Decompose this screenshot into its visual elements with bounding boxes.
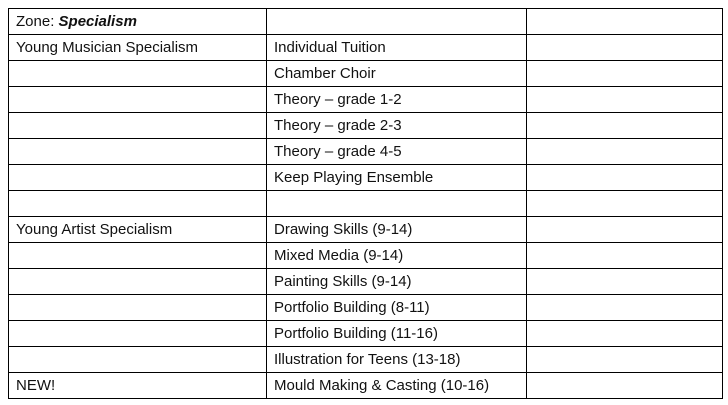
specialism-table bbox=[8, 8, 723, 399]
course-cell bbox=[267, 191, 527, 217]
table-row bbox=[9, 321, 723, 347]
table-row bbox=[9, 347, 723, 373]
course-cell: Illustration for Teens (13-18) bbox=[267, 347, 527, 373]
table-row bbox=[9, 295, 723, 321]
table-row bbox=[9, 217, 723, 243]
table-body bbox=[9, 9, 723, 399]
table-row bbox=[9, 191, 723, 217]
notes-cell bbox=[527, 139, 723, 165]
course-cell: Mould Making & Casting (10-16) bbox=[267, 373, 527, 399]
notes-cell bbox=[527, 113, 723, 139]
specialism-cell: Young Artist Specialism bbox=[9, 217, 267, 243]
specialism-cell bbox=[9, 113, 267, 139]
notes-cell bbox=[527, 295, 723, 321]
table-row bbox=[9, 165, 723, 191]
table-row bbox=[9, 139, 723, 165]
course-cell: Mixed Media (9-14) bbox=[267, 243, 527, 269]
header-cell-2 bbox=[267, 9, 527, 35]
notes-cell bbox=[527, 165, 723, 191]
notes-cell bbox=[527, 61, 723, 87]
course-cell: Theory – grade 1-2 bbox=[267, 87, 527, 113]
specialism-cell bbox=[9, 87, 267, 113]
table-row bbox=[9, 61, 723, 87]
notes-cell bbox=[527, 269, 723, 295]
specialism-cell bbox=[9, 61, 267, 87]
course-cell: Keep Playing Ensemble bbox=[267, 165, 527, 191]
specialism-cell: NEW! bbox=[9, 373, 267, 399]
course-cell: Theory – grade 4-5 bbox=[267, 139, 527, 165]
specialism-cell bbox=[9, 295, 267, 321]
course-cell: Portfolio Building (11-16) bbox=[267, 321, 527, 347]
notes-cell bbox=[527, 321, 723, 347]
specialism-cell bbox=[9, 269, 267, 295]
table-row bbox=[9, 113, 723, 139]
course-cell: Painting Skills (9-14) bbox=[267, 269, 527, 295]
table-row bbox=[9, 87, 723, 113]
notes-cell bbox=[527, 35, 723, 61]
notes-cell bbox=[527, 243, 723, 269]
zone-cell bbox=[9, 9, 267, 35]
notes-cell bbox=[527, 347, 723, 373]
zone-header-row bbox=[9, 9, 723, 35]
header-cell-3 bbox=[527, 9, 723, 35]
notes-cell bbox=[527, 87, 723, 113]
specialism-cell: Young Musician Specialism bbox=[9, 35, 267, 61]
specialism-cell bbox=[9, 139, 267, 165]
notes-cell bbox=[527, 217, 723, 243]
table-row bbox=[9, 269, 723, 295]
zone-value: Specialism bbox=[58, 13, 137, 30]
notes-cell bbox=[527, 191, 723, 217]
specialism-cell bbox=[9, 347, 267, 373]
notes-cell bbox=[527, 373, 723, 399]
table-row bbox=[9, 35, 723, 61]
table-row bbox=[9, 243, 723, 269]
course-cell: Theory – grade 2-3 bbox=[267, 113, 527, 139]
specialism-cell bbox=[9, 321, 267, 347]
specialism-cell bbox=[9, 243, 267, 269]
course-cell: Chamber Choir bbox=[267, 61, 527, 87]
course-cell: Individual Tuition bbox=[267, 35, 527, 61]
course-cell: Portfolio Building (8-11) bbox=[267, 295, 527, 321]
specialism-cell bbox=[9, 191, 267, 217]
specialism-cell bbox=[9, 165, 267, 191]
zone-label: Zone: bbox=[16, 13, 55, 30]
table-row bbox=[9, 373, 723, 399]
course-cell: Drawing Skills (9-14) bbox=[267, 217, 527, 243]
